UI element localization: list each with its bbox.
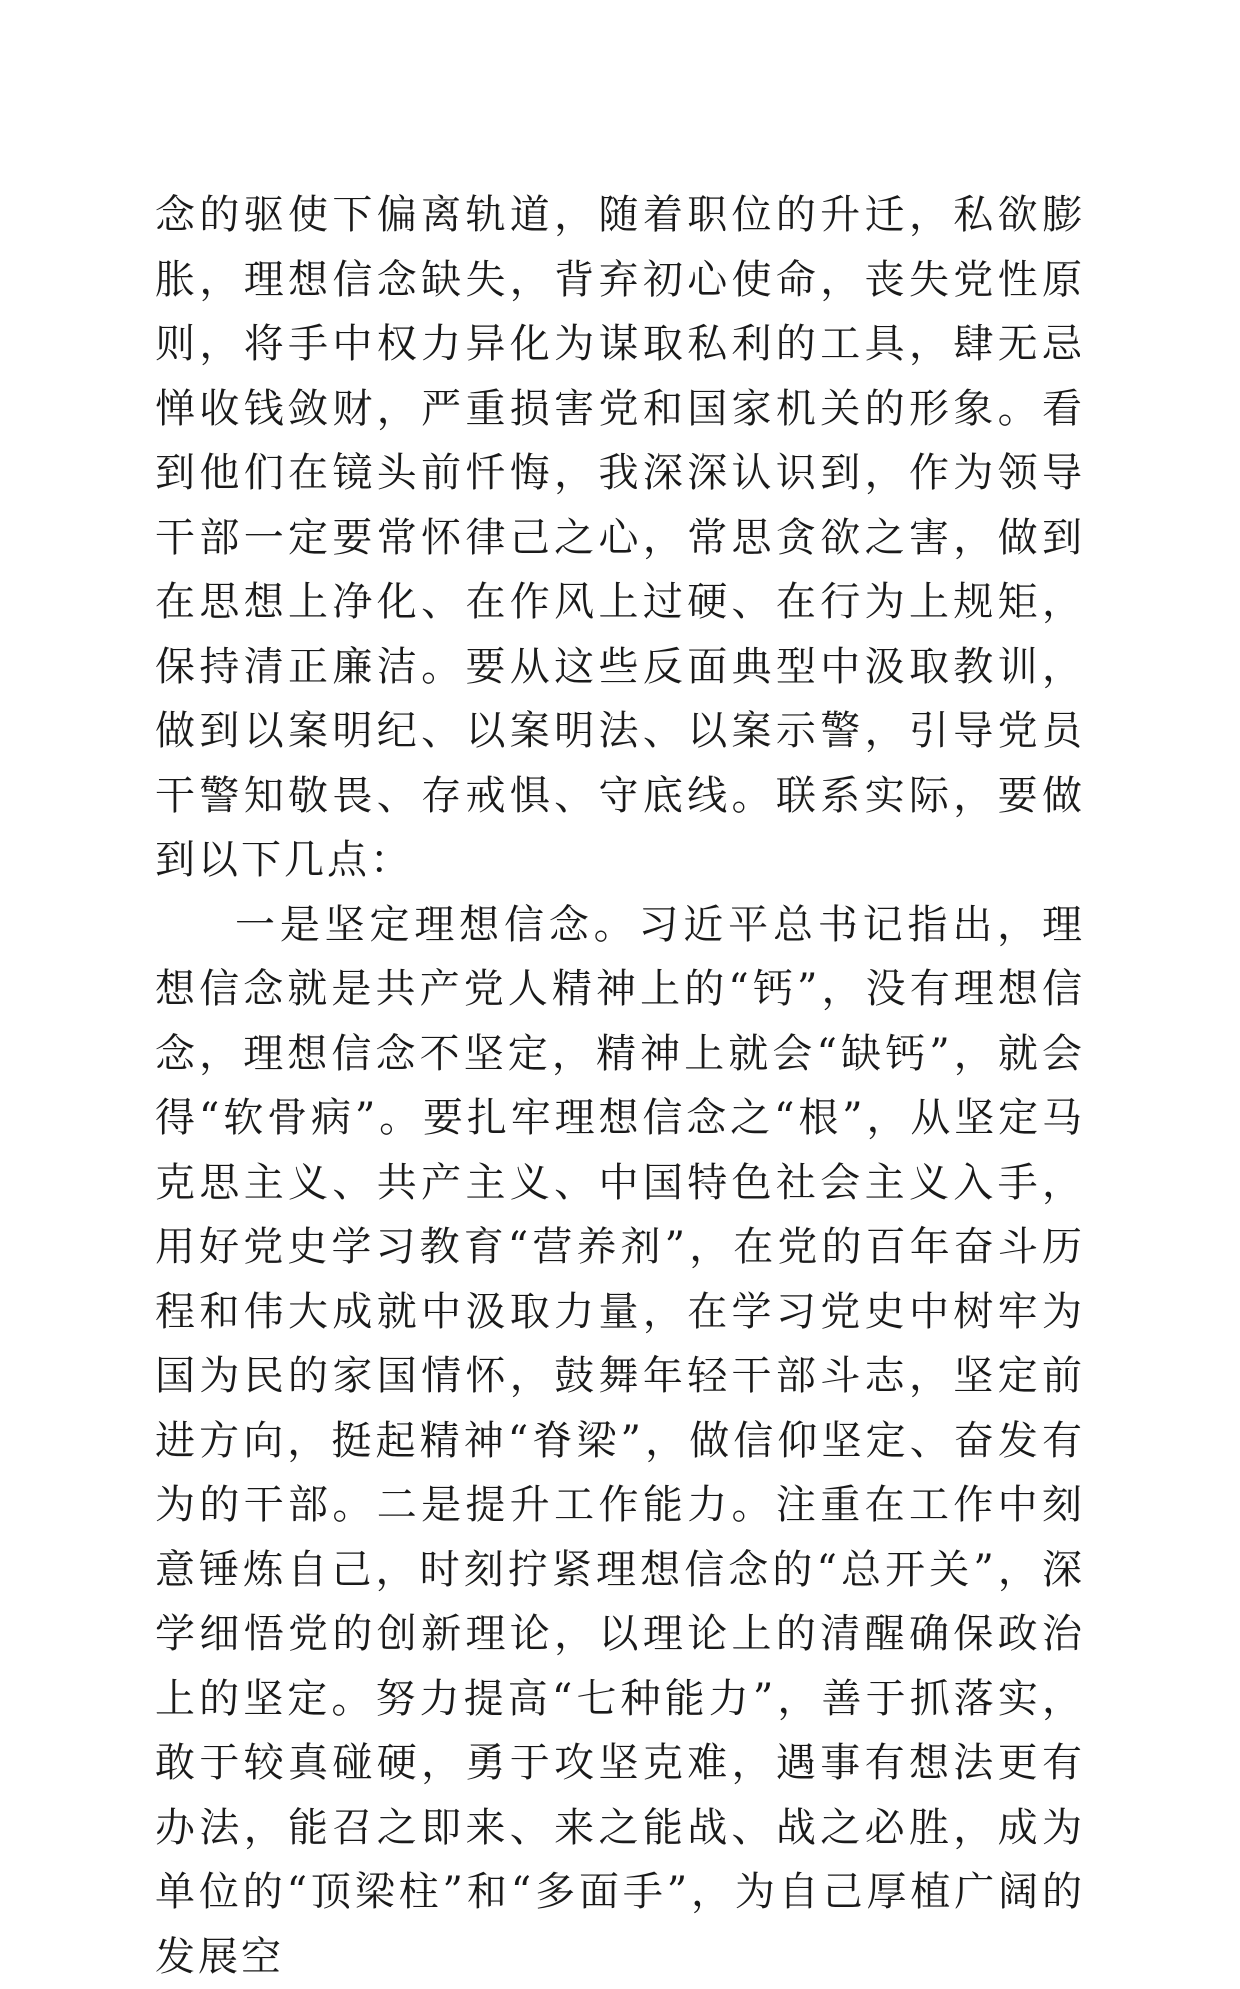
paragraph-continuation: 念的驱使下偏离轨道，随着职位的升迁，私欲膨胀，理想信念缺失，背弃初心使命，丧失党性原则，将手中权力异化为谋取私利的工具，肆无忌惮收钱敛财，严重损害党和国家机关的形象。看到他们在镜头前忏悔，我深深认识到，作为领导干部一定要常怀律己之心，常思贪欲之害，做到在思想上净化、在作风上过硬、在行为上规矩，保持清正廉洁。要从这些反面典型中汲取教训，做到以案明纪、以案明法、以案示警，引导党员干警知敬畏、存戒惧、守底线。联系实际，要做到以下几点：	[155, 183, 1085, 893]
paragraph-main: 一是坚定理想信念。习近平总书记指出，理想信念就是共产党人精神上的“钙”，没有理想信念，理想信念不坚定，精神上就会“缺钙”，就会得“软骨病”。要扎牢理想信念之“根”，从坚定马克思主义、共产主义、中国特色社会主义入手，用好党史学习教育“营养剂”，在党的百年奋斗历程和伟大成就中汲取力量，在学习党史中树牢为国为民的家国情怀，鼓舞年轻干部斗志，坚定前进方向，挺起精神“脊梁”，做信仰坚定、奋发有为的干部。二是提升工作能力。注重在工作中刻意锤炼自己，时刻拧紧理想信念的“总开关”，深学细悟党的创新理论，以理论上的清醒确保政治上的坚定。努力提高“七种能力”，善于抓落实，敢于较真碰硬，勇于攻坚克难，遇事有想法更有办法，能召之即来、来之能战、战之必胜，成为单位的“顶梁柱”和“多面手”，为自己厚植广阔的发展空	[155, 893, 1085, 1989]
document-body	[155, 183, 1085, 1989]
